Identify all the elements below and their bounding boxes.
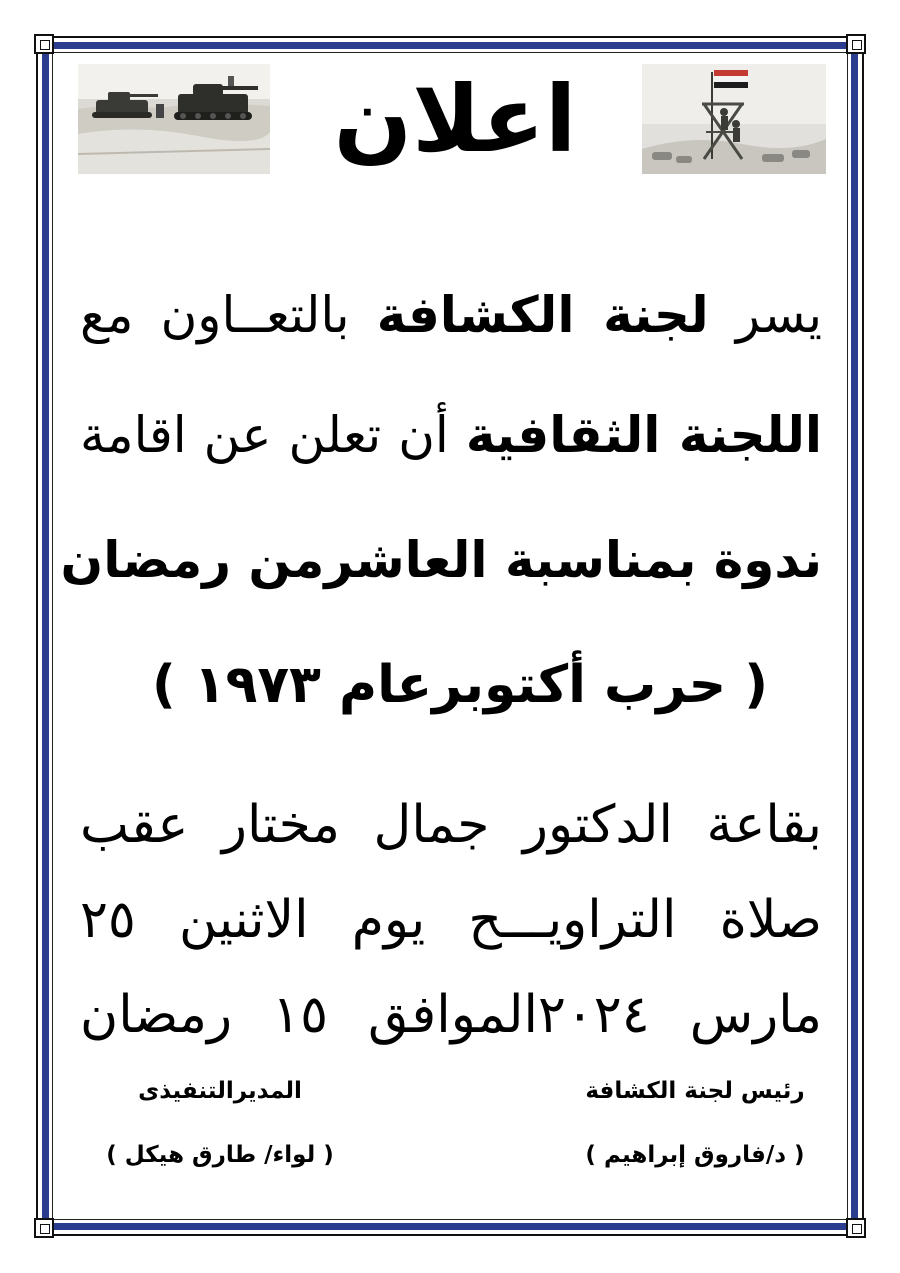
body-text: أن تعلن عن اقامة xyxy=(80,406,466,464)
announcement-title: اعلان xyxy=(333,66,577,173)
body-line-5: بقاعة الدكتور جمال مختار عقب xyxy=(80,795,822,855)
corner-ornament xyxy=(846,1218,866,1238)
corner-ornament xyxy=(846,34,866,54)
signature-title-left: المديرالتنفيذى xyxy=(138,1078,302,1104)
body-line-4: ( حرب أكتوبرعام ١٩٧٣ ) xyxy=(152,655,768,715)
body-line-3: ندوة بمناسبة العاشرمن رمضان xyxy=(60,531,822,589)
body-line-6: صلاة التراويـــح يوم الاثنين ٢٥ xyxy=(80,890,822,950)
corner-ornament xyxy=(34,1218,54,1238)
scouts-committee-text: لجنة الكشافة xyxy=(376,286,709,344)
body-line-1 xyxy=(80,280,822,350)
body-text: يسر xyxy=(708,286,822,344)
tanks-photo xyxy=(78,64,270,174)
signature-name-left: ( لواء/ طارق هيكل ) xyxy=(106,1142,334,1168)
body-text: بالتعــاون مع xyxy=(80,286,377,344)
body-line-2 xyxy=(80,400,822,470)
signature-title-right: رئيس لجنة الكشافة xyxy=(585,1078,805,1104)
body-line-7: مارس ٢٠٢٤الموافق ١٥ رمضان xyxy=(80,985,822,1045)
signature-name-right: ( د/فاروق إبراهيم ) xyxy=(585,1142,805,1168)
flag-raising-photo xyxy=(642,64,826,174)
corner-ornament xyxy=(34,34,54,54)
cultural-committee-text: اللجنة الثقافية xyxy=(465,406,822,464)
